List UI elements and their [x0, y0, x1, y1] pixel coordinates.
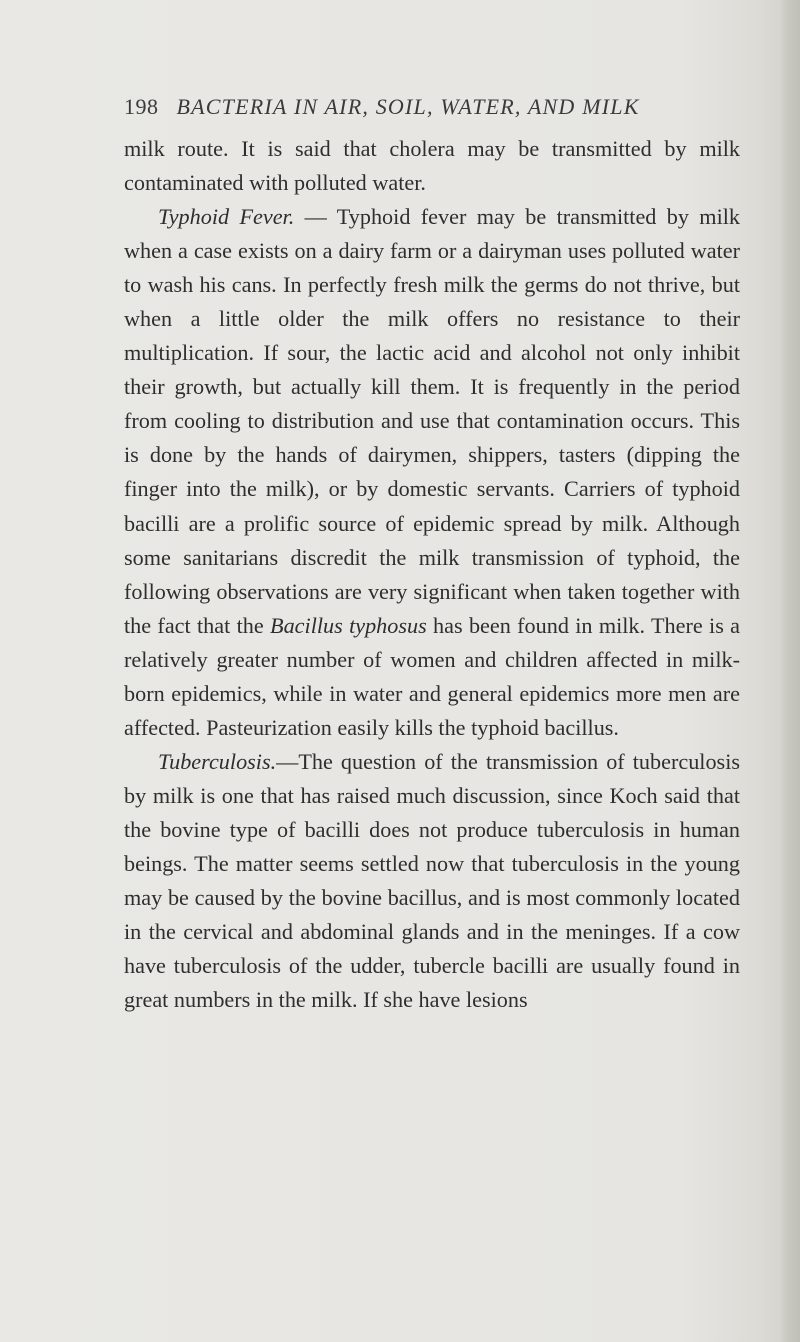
running-header: [124, 94, 744, 124]
paragraph-text-continued: has been found in milk. There is a relatively greater number of women and children affected in milk-born epidemics, while in water and general epidemics more men are affected. Pasteurization easily kills the typhoid bacillus.: [124, 612, 741, 740]
paragraph-text: milk route. It is said that cholera may be transmitted by milk contaminated with polluted water.: [124, 136, 740, 196]
page-number: 198: [124, 94, 159, 119]
paragraph-typhoid: [124, 200, 740, 745]
section-heading-typhoid: Typhoid Fever.: [158, 204, 295, 230]
paragraph-text: —The question of the transmission of tuberculosis by milk is one that has raised much discussion, since Koch said that the bovine type of bacilli does not produce tuberculosis in human beings. The matter seems settled now that tuberculosis in the young may be caused by the bovine bacillus, and is most commonly located in the cervical and abdominal glands and in the meninges. If a cow have tuberculosis of the udder, tubercle bacilli are usually found in great numbers in the milk. If she have lesions: [124, 748, 740, 1013]
body-text: [124, 132, 740, 1017]
species-name: Bacillus typhosus: [270, 612, 427, 638]
paragraph-tuberculosis: [124, 745, 740, 1017]
running-title: BACTERIA IN AIR, SOIL, WATER, AND MILK: [176, 94, 640, 119]
paragraph-text: — Typhoid fever may be transmitted by milk when a case exists on a dairy farm or a dairyman uses polluted water to wash his cans. In perfectly fresh milk the germs do not thrive, but when a little older the milk offers no resistance to their multiplication. If sour, the lactic acid and alcohol not only inhibit their growth, but actually kill them. It is frequently in the period from cooling to distribution and use that contamination occurs. This is done by the hands of dairymen, shippers, tasters (dipping the finger into the milk), or by domestic servants. Carriers of typhoid bacilli are a prolific source of epidemic spread by milk. Although some sanitarians discredit the milk transmission of typhoid, the following observations are very significant when taken together with the fact that the: [124, 204, 740, 638]
page-edge-shadow: [778, 0, 800, 1342]
paragraph-cholera: [124, 132, 740, 200]
section-heading-tuberculosis: Tuberculosis.: [158, 748, 277, 774]
